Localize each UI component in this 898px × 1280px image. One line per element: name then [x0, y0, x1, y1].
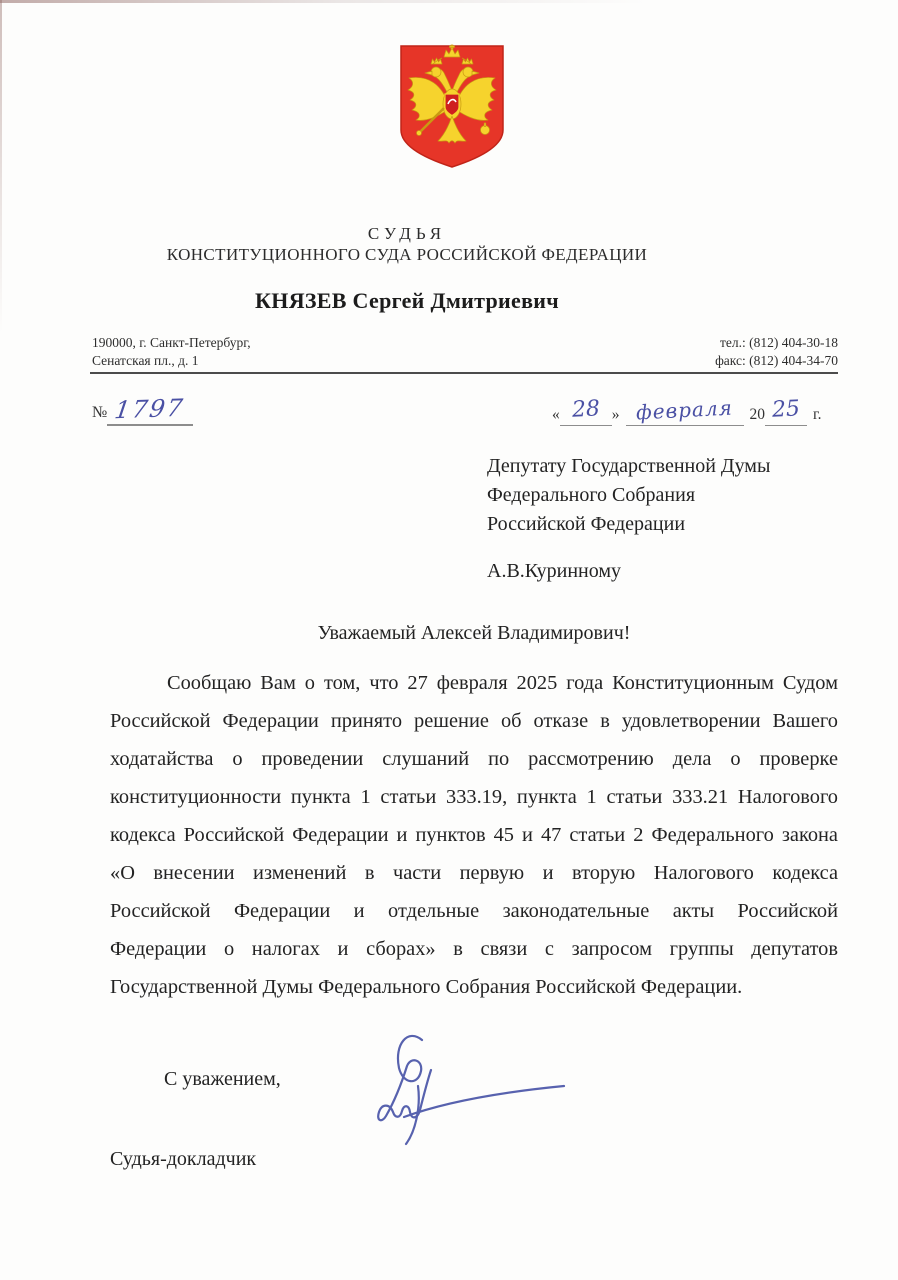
body-line: «О внесении изменений в части первую и вторую Налогового кодекса [110, 862, 838, 884]
date-day-handwritten: 28 [571, 396, 601, 423]
number-sign: № [92, 404, 108, 421]
signer-title: Судья-докладчик [110, 1148, 257, 1170]
recipient-name: А.В.Куринному [487, 560, 622, 582]
address-line-1: 190000, г. Санкт-Петербург, [92, 335, 251, 350]
phone-number: тел.: (812) 404-30-18 [720, 335, 838, 350]
outgoing-number-handwritten: 1797 [112, 393, 187, 425]
sender-contacts [715, 334, 838, 370]
body-line: Федерации о налогах и сборах» в связи с запросом группы депутатов [110, 938, 838, 960]
body-line: Государственной Думы Федерального Собрания Российской Федерации. [110, 976, 743, 998]
body-line: кодекса Российской Федерации и пунктов 45 и 47 статьи 2 Федерального закона [110, 824, 838, 846]
handwritten-signature [360, 1024, 570, 1159]
number-underline [107, 424, 193, 426]
date-month-box [626, 395, 744, 426]
body-line: Российской Федерации и отдельные законодательные акты Российской [110, 900, 838, 922]
closing-respect: С уважением, [164, 1068, 281, 1090]
letterhead-title-judge: СУДЬЯ [367, 224, 447, 243]
recipient-block [487, 452, 770, 586]
date-month-handwritten: февраля [635, 395, 734, 425]
body-line: Сообщаю Вам о том, что 27 февраля 2025 года Конституционным Судом [167, 672, 838, 694]
recipient-line-3: Российской Федерации [487, 513, 686, 535]
sender-address [92, 334, 251, 370]
recipient-line-2: Федерального Собрания [487, 484, 696, 506]
quote-close: » [611, 406, 620, 423]
body-line: ходатайства о проведении слушаний по рассмотрению дела о проверке [110, 748, 838, 770]
body-paragraph [110, 664, 838, 1006]
coat-of-arms-of-russia-icon [398, 44, 506, 170]
fax-number: факс: (812) 404-34-70 [715, 353, 838, 368]
date-day-box [560, 395, 612, 426]
salutation: Уважаемый Алексей Владимирович! [317, 622, 631, 644]
quote-open: « [552, 406, 560, 423]
body-line: Российской Федерации принято решение об отказе в удовлетворении Вашего [110, 710, 838, 732]
address-line-2: Сенатская пл., д. 1 [92, 353, 199, 368]
body-line: конституционности пункта 1 статьи 333.19, пункта 1 статьи 333.21 Налогового [110, 786, 838, 808]
judge-name: КНЯЗЕВ Сергей Дмитриевич [255, 288, 559, 313]
date-field [552, 396, 821, 426]
date-year-box [765, 395, 807, 426]
date-century: 20 [749, 406, 765, 423]
letterhead-divider [90, 372, 838, 374]
date-year-suffix: г. [813, 406, 822, 423]
date-year-handwritten: 25 [771, 396, 801, 423]
letterhead-title-court: КОНСТИТУЦИОННОГО СУДА РОССИЙСКОЙ ФЕДЕРАЦИИ [166, 245, 648, 264]
recipient-line-1: Депутату Государственной Думы [487, 455, 771, 477]
